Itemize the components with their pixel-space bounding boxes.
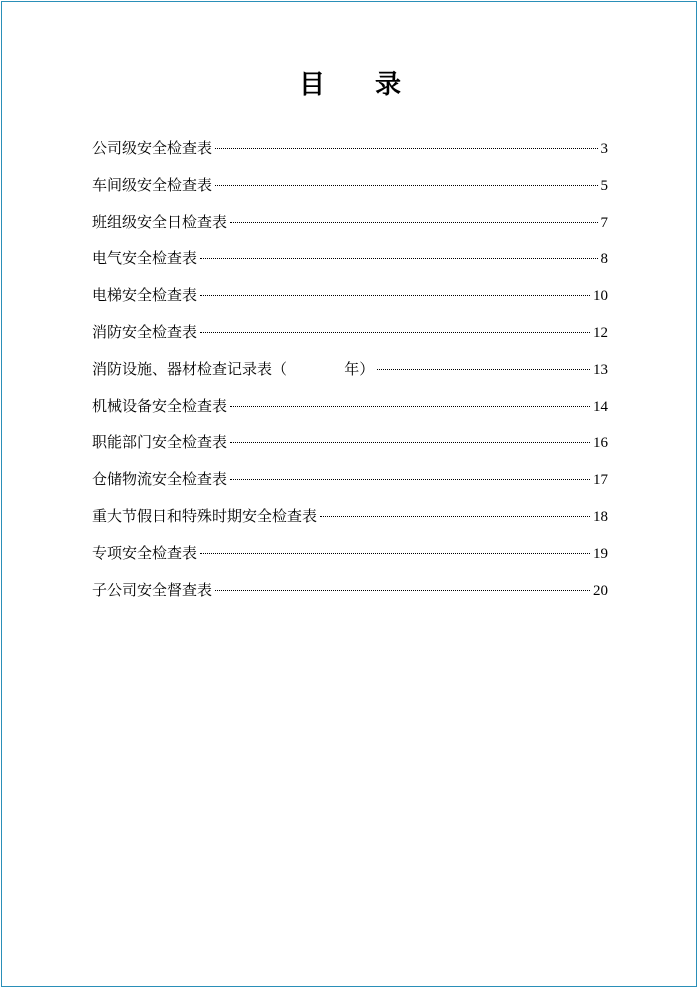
toc-leader-dots [215,589,590,591]
toc-entry-8[interactable] [92,392,608,429]
table-of-contents [92,134,608,612]
toc-entry-label: 车间级安全检查表 [92,175,213,194]
toc-entry-5[interactable] [92,281,608,318]
toc-entry-label: 公司级安全检查表 [92,139,213,157]
page-title [0,64,700,101]
toc-entry-label: 班组级安全日检查表 [92,212,228,231]
toc-leader-dots [200,257,597,259]
toc-leader-dots [230,441,590,443]
toc-entry-page: 7 [600,214,608,231]
toc-leader-dots [215,184,597,186]
toc-leader-dots [230,405,590,407]
toc-entry-label: 重大节假日和特殊时期安全检查表 [92,506,318,525]
toc-entry-page: 20 [593,582,608,599]
toc-entry-7[interactable] [92,355,608,392]
toc-entry-label: 消防安全检查表 [92,322,198,341]
toc-entry-page: 16 [593,435,608,452]
toc-leader-dots [200,331,590,333]
toc-entry-label: 电梯安全检查表 [92,286,198,305]
toc-entry-11[interactable] [92,502,608,539]
toc-leader-dots [230,221,597,223]
toc-entry-label: 电气安全检查表 [92,249,198,268]
toc-leader-dots [200,294,590,296]
toc-entry-page: 14 [593,398,608,415]
toc-entry-4[interactable] [92,244,608,281]
toc-entry-label: 仓储物流安全检查表 [92,470,228,489]
toc-entry-10[interactable] [92,465,608,502]
title-char-2: 录 [375,70,402,100]
toc-entry-13[interactable] [92,576,608,613]
toc-entry-page: 12 [593,324,608,341]
toc-leader-dots [215,147,597,149]
toc-entry-6[interactable] [92,318,608,355]
toc-entry-label: 机械设备安全检查表 [92,396,228,415]
title-char-1: 目 [298,70,325,100]
toc-leader-dots [200,552,590,554]
toc-entry-page: 10 [593,288,608,305]
toc-entry-page: 19 [593,545,608,562]
toc-entry-page: 3 [600,141,608,157]
toc-entry-3[interactable] [92,208,608,245]
toc-entry-9[interactable] [92,428,608,465]
toc-leader-dots [377,368,590,370]
toc-entry-page: 5 [600,177,608,194]
toc-entry-label: 专项安全检查表 [92,543,198,562]
toc-entry-page: 18 [593,508,608,525]
toc-entry-2[interactable] [92,171,608,208]
toc-entry-label: 子公司安全督查表 [92,580,213,599]
toc-entry-12[interactable] [92,539,608,576]
toc-entry-page: 13 [593,361,608,378]
toc-entry-label: 消防设施、器材检查记录表（ 年） [92,359,375,378]
toc-leader-dots [320,515,590,517]
toc-entry-1[interactable] [92,134,608,171]
toc-entry-page: 8 [600,251,608,268]
toc-entry-label: 职能部门安全检查表 [92,433,228,452]
toc-leader-dots [230,478,590,480]
toc-entry-page: 17 [593,472,608,489]
